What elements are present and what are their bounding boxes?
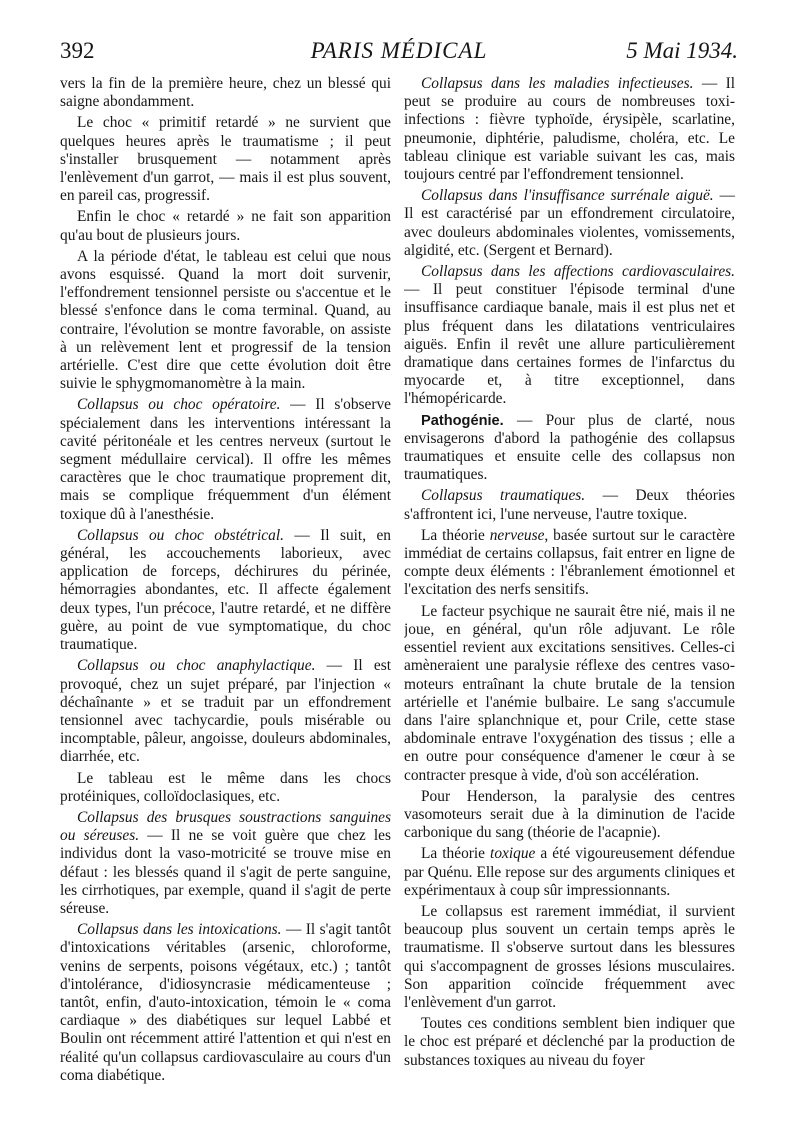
paragraph-text: A la période d'état, le tableau est celui que nous avons esquissé. Quand la mort doit survenir, l'effondrement tensionnel persiste ou s'accentue et le blessé s'enfonce dans le coma terminal. Quand, au contraire, l'évolution se montre favorable, on assiste à un relèvement lent et progressif de la tension artérielle. C'est dire que cette évolution doit être suivie le sphygmomanomètre à la main.	[60, 247, 391, 393]
paragraph	[404, 1015, 735, 1070]
paragraph-text: a été vigoureusement défendue par Quénu. Elle repose sur des arguments cliniques et expérimentaux à coup sûr impressionnants.	[404, 845, 735, 899]
paragraph	[60, 114, 391, 205]
paragraph	[60, 208, 391, 244]
page-number: 392	[60, 38, 95, 63]
paragraph-text: Le facteur psychique ne saurait être nié, mais il ne joue, en général, qu'un rôle adjuvant. Le rôle essentiel revient aux excitations sensitives. Celles-ci amèneraient une paralysie réflexe des centres vaso-moteurs entraînant la chute brutale de la tension artérielle et l'anémie bulbaire. Le sang s'accumule dans l'aire splanchnique et, pour Crile, cette stase abdominale entrave l'oxygénation des tissus ; elle a en outre pour conséquence d'amener le cœur à se contracter presque à vide, d'où son accélération.	[404, 602, 735, 784]
paragraph-lead-in: La théorie	[421, 526, 490, 544]
paragraph-text: — Il peut se produire au cours de nombreuses toxi-infections : fièvre typhoïde, érysipèle, scarlatine, pneumonie, diphtérie, paludisme, choléra, etc. Le tableau clinique est variable suivant les cas, mais toujours centré par l'effondrement tensionnel.	[404, 75, 735, 184]
paragraph-text: Le choc « primitif retardé » ne survient que quelques heures après le traumatisme ; il peut s'installer brusquement — notamment après l'enlèvement d'un garrot, — mais il est plus souvent, en pareil cas, progressif.	[60, 114, 391, 205]
paragraph	[404, 788, 735, 843]
subsection-heading: toxique	[490, 845, 536, 863]
paragraph	[60, 809, 391, 918]
section-heading: Pathogénie.	[421, 412, 504, 429]
paragraph	[60, 921, 391, 1085]
subsection-heading: Collapsus dans les maladies infectieuses.	[421, 75, 694, 92]
paragraph-text: — Il suit, en général, les accouchements laborieux, avec application de forceps, déchirures du périnée, hémorragies abondantes, etc. Il affecte également deux types, l'un précoce, l'autre retardé, et ne diffère guère, au point de vue symptomatique, du choc traumatique.	[60, 526, 391, 654]
subsection-heading: Collapsus ou choc opératoire.	[77, 396, 281, 414]
paragraph	[60, 396, 391, 523]
paragraph	[404, 903, 735, 1012]
left-column	[60, 75, 391, 1125]
issue-date: 5 Mai 1934.	[626, 38, 738, 63]
paragraph-text: Pour Henderson, la paralysie des centres vasomoteurs serait due à la diminution de l'acide carbonique du sang (théorie de l'acapnie).	[404, 787, 735, 842]
paragraph	[60, 657, 391, 766]
paragraph	[404, 412, 735, 485]
paragraph	[60, 75, 391, 111]
paragraph-text: — Il s'agit tantôt d'intoxications véritables (arsenic, chloroforme, venins de serpents, poisons végétaux, etc.) ; tantôt d'intolérance, d'idiosyncrasie médicamenteuse ; tantôt, enfin, d'auto-intoxication, témoin le « coma cardiaque » des diabétiques sur lequel Labbé et Boulin ont récemment attiré l'attention et qui n'est en réalité qu'un collapsus cardiovasculaire au cours d'un coma diabétique.	[60, 921, 391, 1084]
paragraph-text: — Il peut constituer l'épisode terminal d'une insuffisance cardiaque banale, mais il est plus net et plus fréquent dans les dilatations ventriculaires aiguës. Enfin il revêt une allure particulièrement dramatique dans certaines formes de l'infarctus du myocarde et, à titre exceptionnel, dans l'hémopéricarde.	[404, 281, 735, 408]
paragraph	[404, 487, 735, 523]
subsection-heading: Collapsus des brusques soustractions sanguines ou séreuses.	[60, 808, 391, 845]
subsection-heading: Collapsus ou choc obstétrical.	[77, 526, 284, 544]
paragraph-text: Enfin le choc « retardé » ne fait son apparition qu'au bout de plusieurs jours.	[60, 208, 391, 244]
paragraph-text: — Il s'observe spécialement dans les interventions intéressant la cavité péritonéale et les centres nerveux (surtout le segment médullaire cervical). Il offre les mêmes caractères que le choc traumatique proprement dit, mais se complique fréquemment d'un élément toxique dû à l'anesthésie.	[60, 396, 391, 523]
paragraph	[404, 527, 735, 600]
paragraph	[404, 187, 735, 260]
paragraph	[60, 248, 391, 394]
paragraph-text: Le tableau est le même dans les chocs protéiniques, colloïdoclasiques, etc.	[60, 769, 391, 805]
journal-title: PARIS MÉDICAL	[310, 38, 488, 63]
paragraph	[404, 263, 735, 409]
paragraph-text: Toutes ces conditions semblent bien indiquer que le choc est préparé et déclenché par la production de substances toxiques au niveau du foyer	[404, 1015, 735, 1069]
paragraph-text: — Il est provoqué, chez un sujet préparé, par l'injection « déchaînante » et se traduit par un effondrement tensionnel avec tachycardie, pouls misérable ou incomptable, pâleur, angoisse, douleurs abdominales, diarrhée, etc.	[60, 657, 391, 766]
paragraph-text: , basée surtout sur le caractère immédiat de certains collapsus, fait entrer en ligne de compte deux éléments : l'ébranlement émotionnel et l'excitation des nerfs sensitifs.	[404, 526, 735, 599]
right-column	[404, 75, 735, 1125]
paragraph	[60, 527, 391, 654]
subsection-heading: Collapsus traumatiques.	[421, 487, 586, 505]
paragraph-text: — Pour plus de clarté, nous envisagerons d'abord la pathogénie des collapsus traumatiques et ensuite celle des collapsus non traumatiques.	[404, 411, 735, 484]
paragraph	[404, 75, 735, 184]
paragraph	[404, 603, 735, 785]
subsection-heading: nerveuse	[489, 526, 545, 544]
paragraph-text: — Deux théories s'affrontent ici, l'une nerveuse, l'autre toxique.	[404, 487, 735, 523]
subsection-heading: Collapsus dans l'insuffisance surrénale aiguë.	[421, 187, 714, 205]
subsection-heading: Collapsus ou choc anaphylactique.	[77, 657, 316, 675]
page-header	[60, 38, 738, 68]
paragraph-text: vers la fin de la première heure, chez un blessé qui saigne abondamment.	[60, 75, 391, 111]
subsection-heading: Collapsus dans les intoxications.	[77, 921, 282, 939]
paragraph-text: Le collapsus est rarement immédiat, il survient beaucoup plus souvent un certain temps après le traumatisme. Il s'observe surtout dans les blessures qui s'accompagnent de grosses lésions musculaires. Son apparition coïncide fréquemment avec l'enlèvement d'un garrot.	[404, 902, 735, 1011]
paragraph-text: — Il ne se voit guère que chez les individus dont la vaso-motricité se trouve mise en défaut : les blessés quand il s'agit de perte sanguine, les cirrhotiques, par exemple, quand il s'agit de perte séreuse.	[60, 827, 391, 917]
paragraph	[60, 770, 391, 806]
subsection-heading: Collapsus dans les affections cardiovasculaires.	[421, 263, 735, 281]
paragraph	[404, 845, 735, 900]
paragraph-text: — Il est caractérisé par un effondrement circulatoire, avec douleurs abdominales violentes, vomissements, algidité, etc. (Sergent et Bernard).	[404, 187, 735, 259]
paragraph-lead-in: La théorie	[421, 845, 491, 863]
